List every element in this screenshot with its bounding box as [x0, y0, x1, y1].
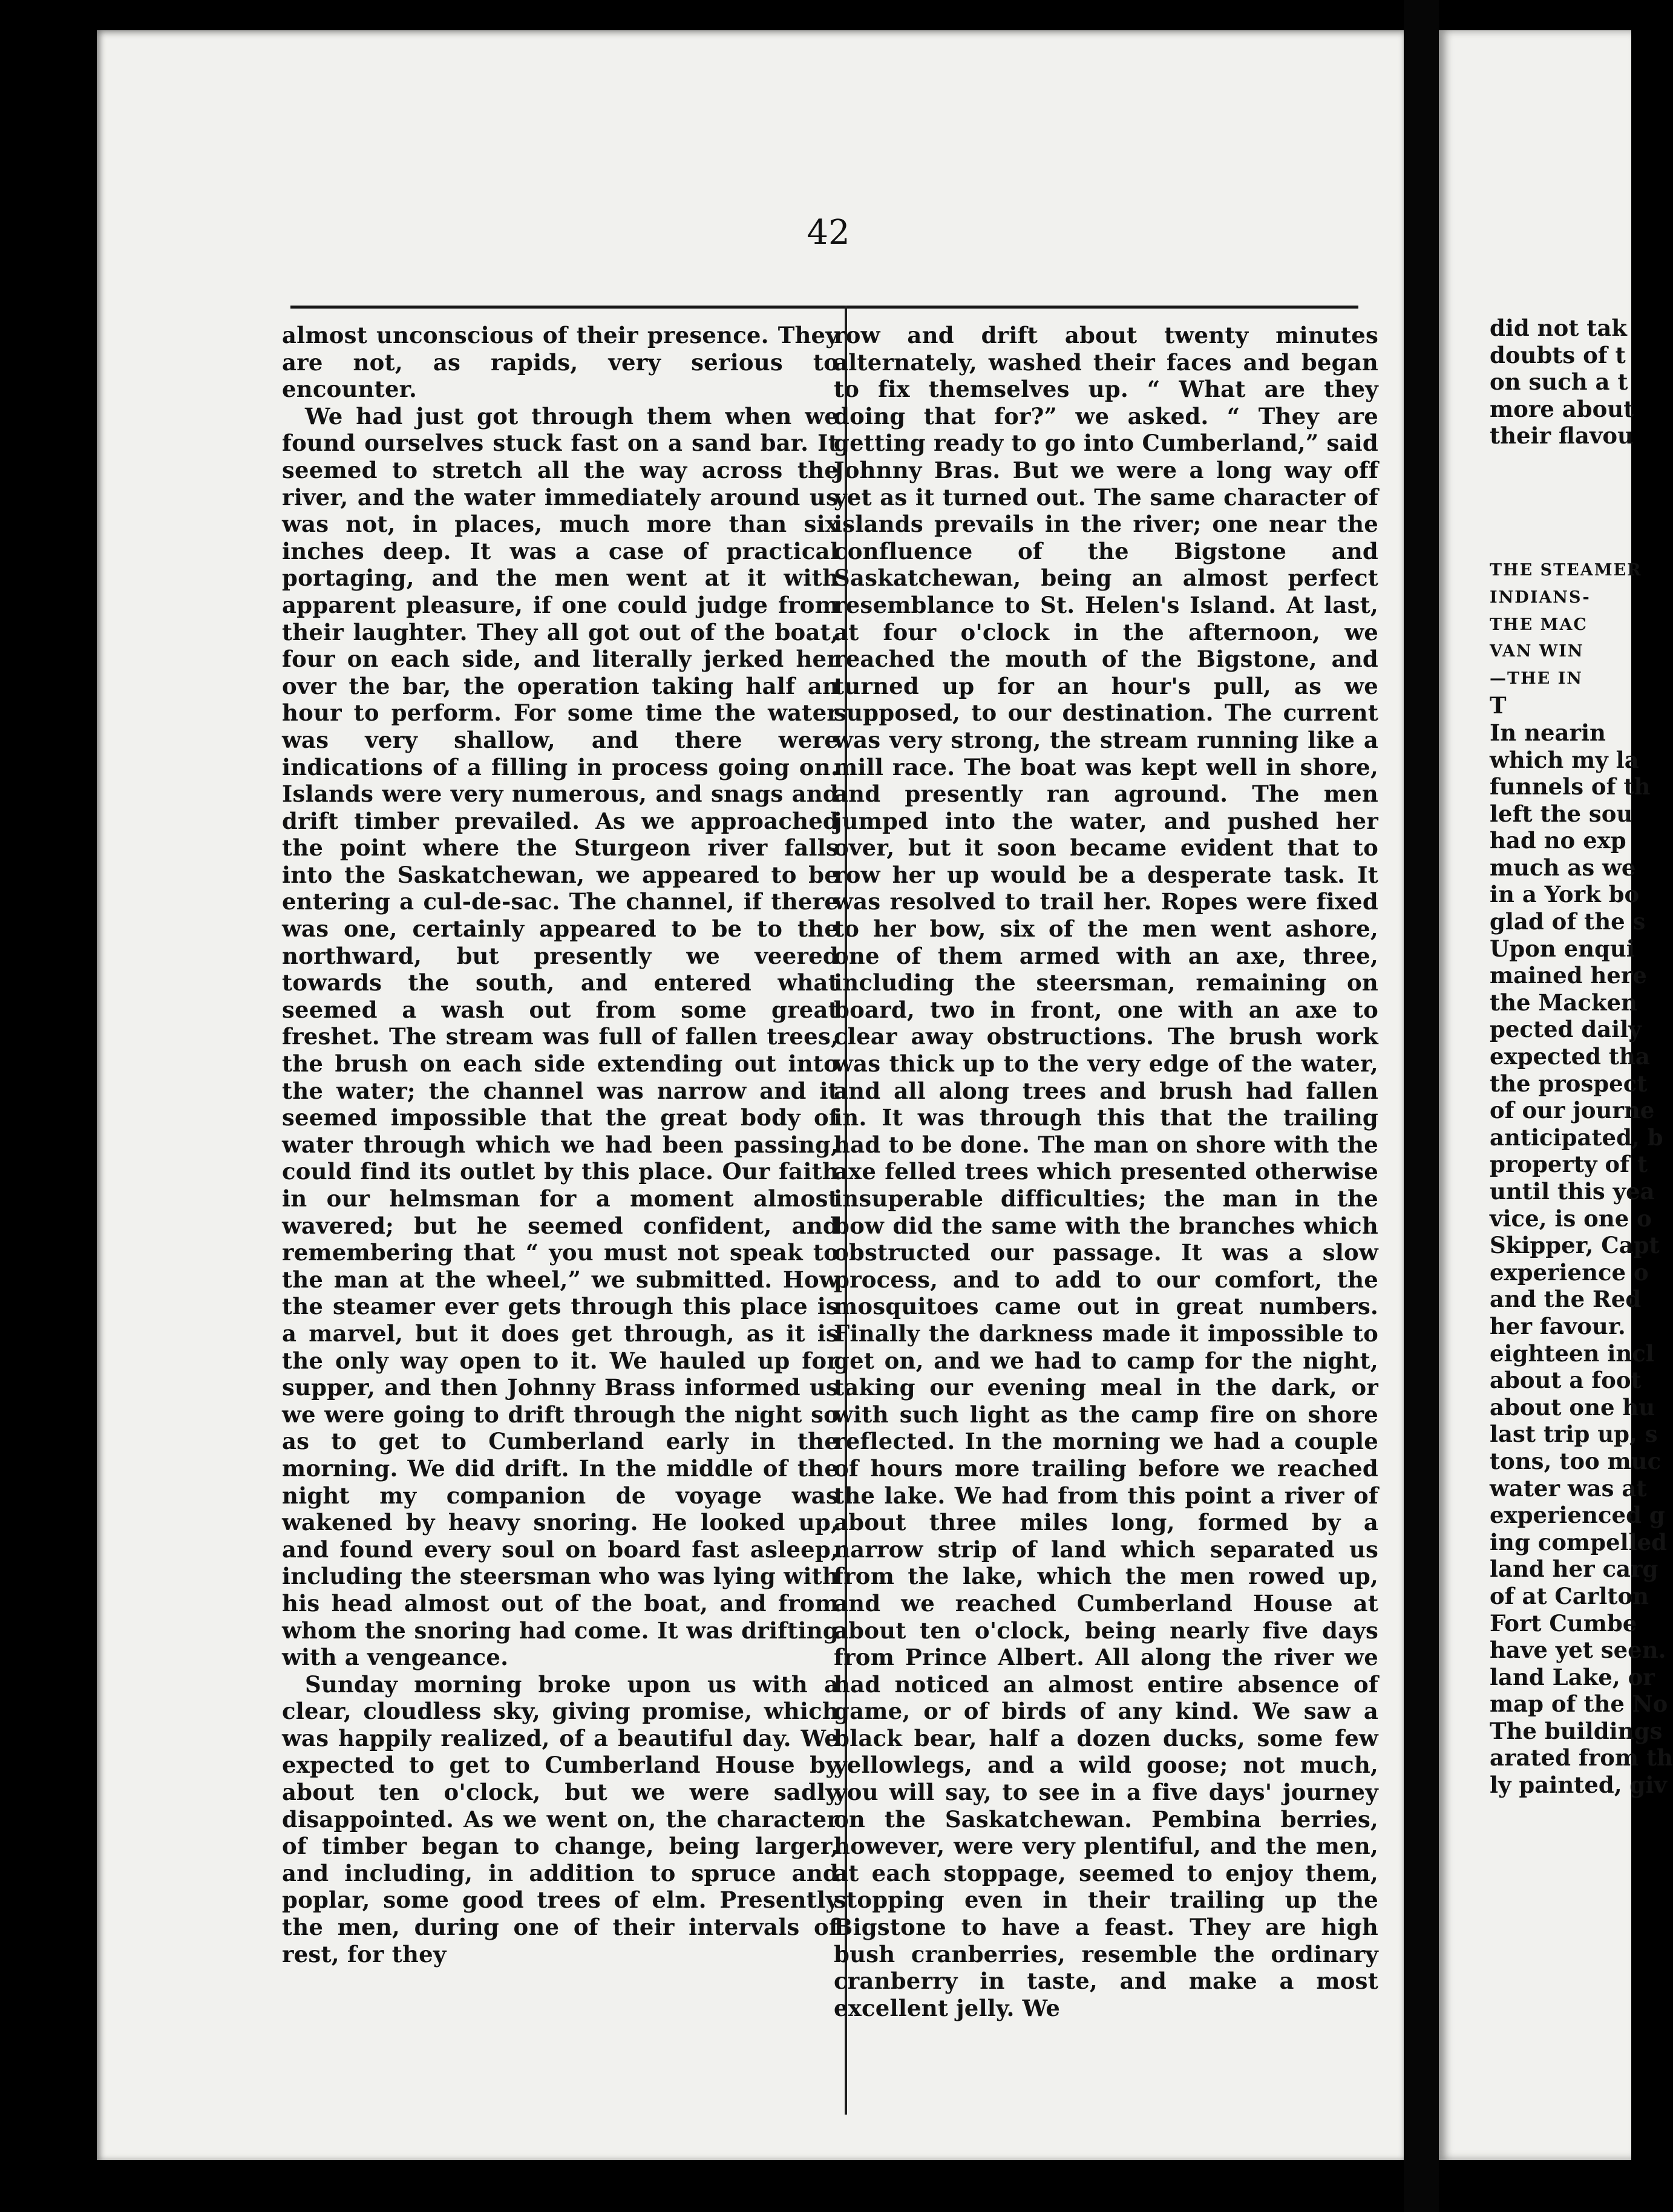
facing-page-line: Upon enqui: [1490, 935, 1635, 962]
facing-page-line: eighteen incl: [1490, 1340, 1654, 1367]
facing-page-text: [1490, 315, 1673, 2130]
facing-page-line: Fort Cumbe: [1490, 1609, 1637, 1637]
facing-page-line: glad of the s: [1490, 908, 1646, 935]
facing-page-line: have yet seen.: [1490, 1637, 1666, 1664]
facing-page-line: arated from th: [1490, 1744, 1673, 1772]
facing-page-line: of at Carlton: [1490, 1582, 1649, 1609]
facing-page-line: did not tak: [1490, 315, 1627, 341]
facing-page-line: the Macken: [1490, 989, 1637, 1016]
facing-page-line: [1490, 450, 1647, 477]
facing-page-line: about a foot: [1490, 1367, 1642, 1394]
facing-page-line: about one hu: [1490, 1393, 1655, 1421]
facing-page-line: ing compelled: [1490, 1528, 1668, 1556]
page-number: 42: [807, 213, 850, 252]
right-text-column: [834, 322, 1378, 2107]
facing-page-line: property of t: [1490, 1151, 1648, 1178]
facing-page-line: THE MAC: [1490, 615, 1588, 634]
facing-page-line: The buildings: [1490, 1717, 1663, 1744]
paragraph: almost unconscious of their presence. They are not, as rapids, very serious to encounter.: [282, 322, 839, 403]
facing-page-line: tons, too muc: [1490, 1447, 1662, 1474]
facing-page-line: map of the No: [1490, 1690, 1668, 1718]
facing-page-line: doubts of t: [1490, 341, 1626, 368]
facing-page-line: land her carg: [1490, 1556, 1658, 1583]
facing-page-line: VAN WIN: [1490, 642, 1584, 661]
facing-page-line: much as we: [1490, 854, 1636, 881]
facing-page-line: THE STEAMER: [1490, 561, 1642, 580]
facing-page-line: until this yea: [1490, 1178, 1655, 1205]
facing-page-line: last trip up, s: [1490, 1421, 1658, 1448]
facing-page-line: her favour.: [1490, 1312, 1626, 1340]
facing-page-line: funnels of th: [1490, 773, 1651, 800]
facing-page-line: more about: [1490, 395, 1634, 422]
facing-page-line: —THE IN: [1490, 669, 1583, 688]
facing-page-line: experienced g: [1490, 1502, 1665, 1529]
facing-page-line: [1490, 477, 1647, 504]
facing-page-line: expected tha: [1490, 1043, 1650, 1070]
facing-page-line: INDIANS-: [1490, 587, 1591, 607]
book-gutter: [1404, 0, 1439, 2212]
facing-page-line: their flavou: [1490, 422, 1634, 450]
facing-page-line: anticipated, b: [1490, 1124, 1663, 1151]
facing-page-line: T: [1490, 692, 1507, 719]
left-text-column: [282, 322, 839, 2107]
facing-page-line: Skipper, Capt: [1490, 1232, 1660, 1259]
facing-page-line: In nearin: [1490, 719, 1606, 746]
facing-page-line: experience o: [1490, 1258, 1649, 1286]
facing-page-line: [1490, 531, 1647, 558]
facing-page-line: pected daily: [1490, 1016, 1642, 1043]
facing-page-line: the prospect: [1490, 1070, 1648, 1097]
facing-page-line: in a York bo: [1490, 881, 1640, 908]
scan-border-left: [0, 0, 97, 2212]
facing-page-line: on such a t: [1490, 368, 1628, 396]
facing-page-line: [1490, 503, 1647, 531]
facing-page-line: of our journe: [1490, 1097, 1655, 1124]
header-rule: [290, 306, 1358, 309]
paragraph: We had just got through them when we found ourselves stuck fast on a sand bar. It seemed to stretch all the way across the river, and the water immediately around us was not, in places, much more than six inches deep. It was a case of practical portaging, and the men went at it with apparent pleasure, if one could judge from their laughter. They all got out of the boat, four on each side, and literally jerked her over the bar, the operation taking half an hour to perform. For some time the water was very shallow, and there were indications of a filling in process going on. Islands were very numerous, and snags and drift timber prevailed. As we approached the point where the Sturgeon river falls into the Saskatchewan, we appeared to be entering a cul-de-sac. The channel, if there was one, certainly appeared to be to the northward, but presently we veered towards the south, and entered what seemed a wash out from some great freshet. The stream was full of fallen trees, the brush on each side extending out into the water; the channel was narrow and it seemed impossible that the great body of water through which we had been passing, could find its outlet by this place. Our faith in our helmsman for a moment almost wavered; but he seemed confident, and remembering that “ you must not speak to the man at the wheel,” we submitted. How the steamer ever gets through this place is a marvel, but it does get through, as it is the only way open to it. We hauled up for supper, and then Johnny Brass informed us we were going to drift through the night so as to get to Cumberland early in the morning. We did drift. In the middle of the night my companion de voyage was wakened by heavy snoring. He looked up, and found every soul on board fast asleep, including the steersman who was lying with his head almost out of the boat, and from whom the snoring had come. It was drifting with a vengeance.: [282, 402, 839, 1671]
facing-page-line: mained here: [1490, 962, 1647, 989]
paragraph: row and drift about twenty minutes alternately, washed their faces and began to fix themselves up. “ What are they doing that for?” we asked. “ They are getting ready to go into Cumberland,” said Johnny Bras. But we were a long way off yet as it turned out. The same character of islands prevails in the river; one near the confluence of the Bigstone and Saskatchewan, being an almost perfect resemblance to St. Helen's Island. At last, at four o'clock in the afternoon, we reached the mouth of the Bigstone, and turned up for an hour's pull, as we supposed, to our destination. The current was very strong, the stream running like a mill race. The boat was kept well in shore, and presently ran aground. The men jumped into the water, and pushed her over, but it soon became evident that to row her up would be a desperate task. It was resolved to trail her. Ropes were fixed to her bow, six of the men went ashore, one of them armed with an axe, three, including the steersman, remaining on board, two in front, one with an axe to clear away obstructions. The brush work was thick up to the very edge of the water, and all along trees and brush had fallen in. It was through this that the trailing had to be done. The man on shore with the axe felled trees which presented otherwise insuperable difficulties; the man in the bow did the same with the branches which obstructed our passage. It was a slow process, and to add to our comfort, the mosquitoes came out in great numbers. Finally the darkness made it impossible to get on, and we had to camp for the night, taking our evening meal in the dark, or with such light as the camp fire on shore reflected. In the morning we had a couple of hours more trailing before we reached the lake. We had from this point a river of about three miles long, formed by a narrow strip of land which separated us from the lake, which the men rowed up, and we reached Cumberland House at about ten o'clock, being nearly five days from Prince Albert. All along the river we had noticed an almost entire absence of game, or of birds of any kind. We saw a black bear, half a dozen ducks, some few yellowlegs, and a wild goose; not much, you will say, to see in a five days' journey on the Saskatchewan. Pembina berries, however, were very plentiful, and the men, at each stoppage, seemed to enjoy them, stopping even in their trailing up the Bigstone to have a feast. They are high bush cranberries, resemble the ordinary cranberry in taste, and make a most excellent jelly. We: [834, 322, 1378, 2021]
facing-page-line: land Lake, or: [1490, 1663, 1655, 1690]
facing-page-line: ly painted, giv: [1490, 1772, 1667, 1799]
facing-page-line: vice, is one o: [1490, 1205, 1652, 1232]
paragraph: Sunday morning broke upon us with a clear, cloudless sky, giving promise, which was happily realized, of a beautiful day. We expected to get to Cumberland House by about ten o'clock, but we were sadly disappointed. As we went on, the character of timber began to change, being larger, and including, in addition to spruce and poplar, some good trees of elm. Presently the men, during one of their intervals of rest, for they: [282, 1670, 839, 1968]
facing-page-line: which my la: [1490, 746, 1639, 773]
facing-page-line: water was at: [1490, 1474, 1647, 1502]
facing-page-line: left the sou: [1490, 800, 1633, 827]
facing-page-line: and the Red: [1490, 1286, 1642, 1313]
facing-page-line: had no exp: [1490, 827, 1626, 854]
